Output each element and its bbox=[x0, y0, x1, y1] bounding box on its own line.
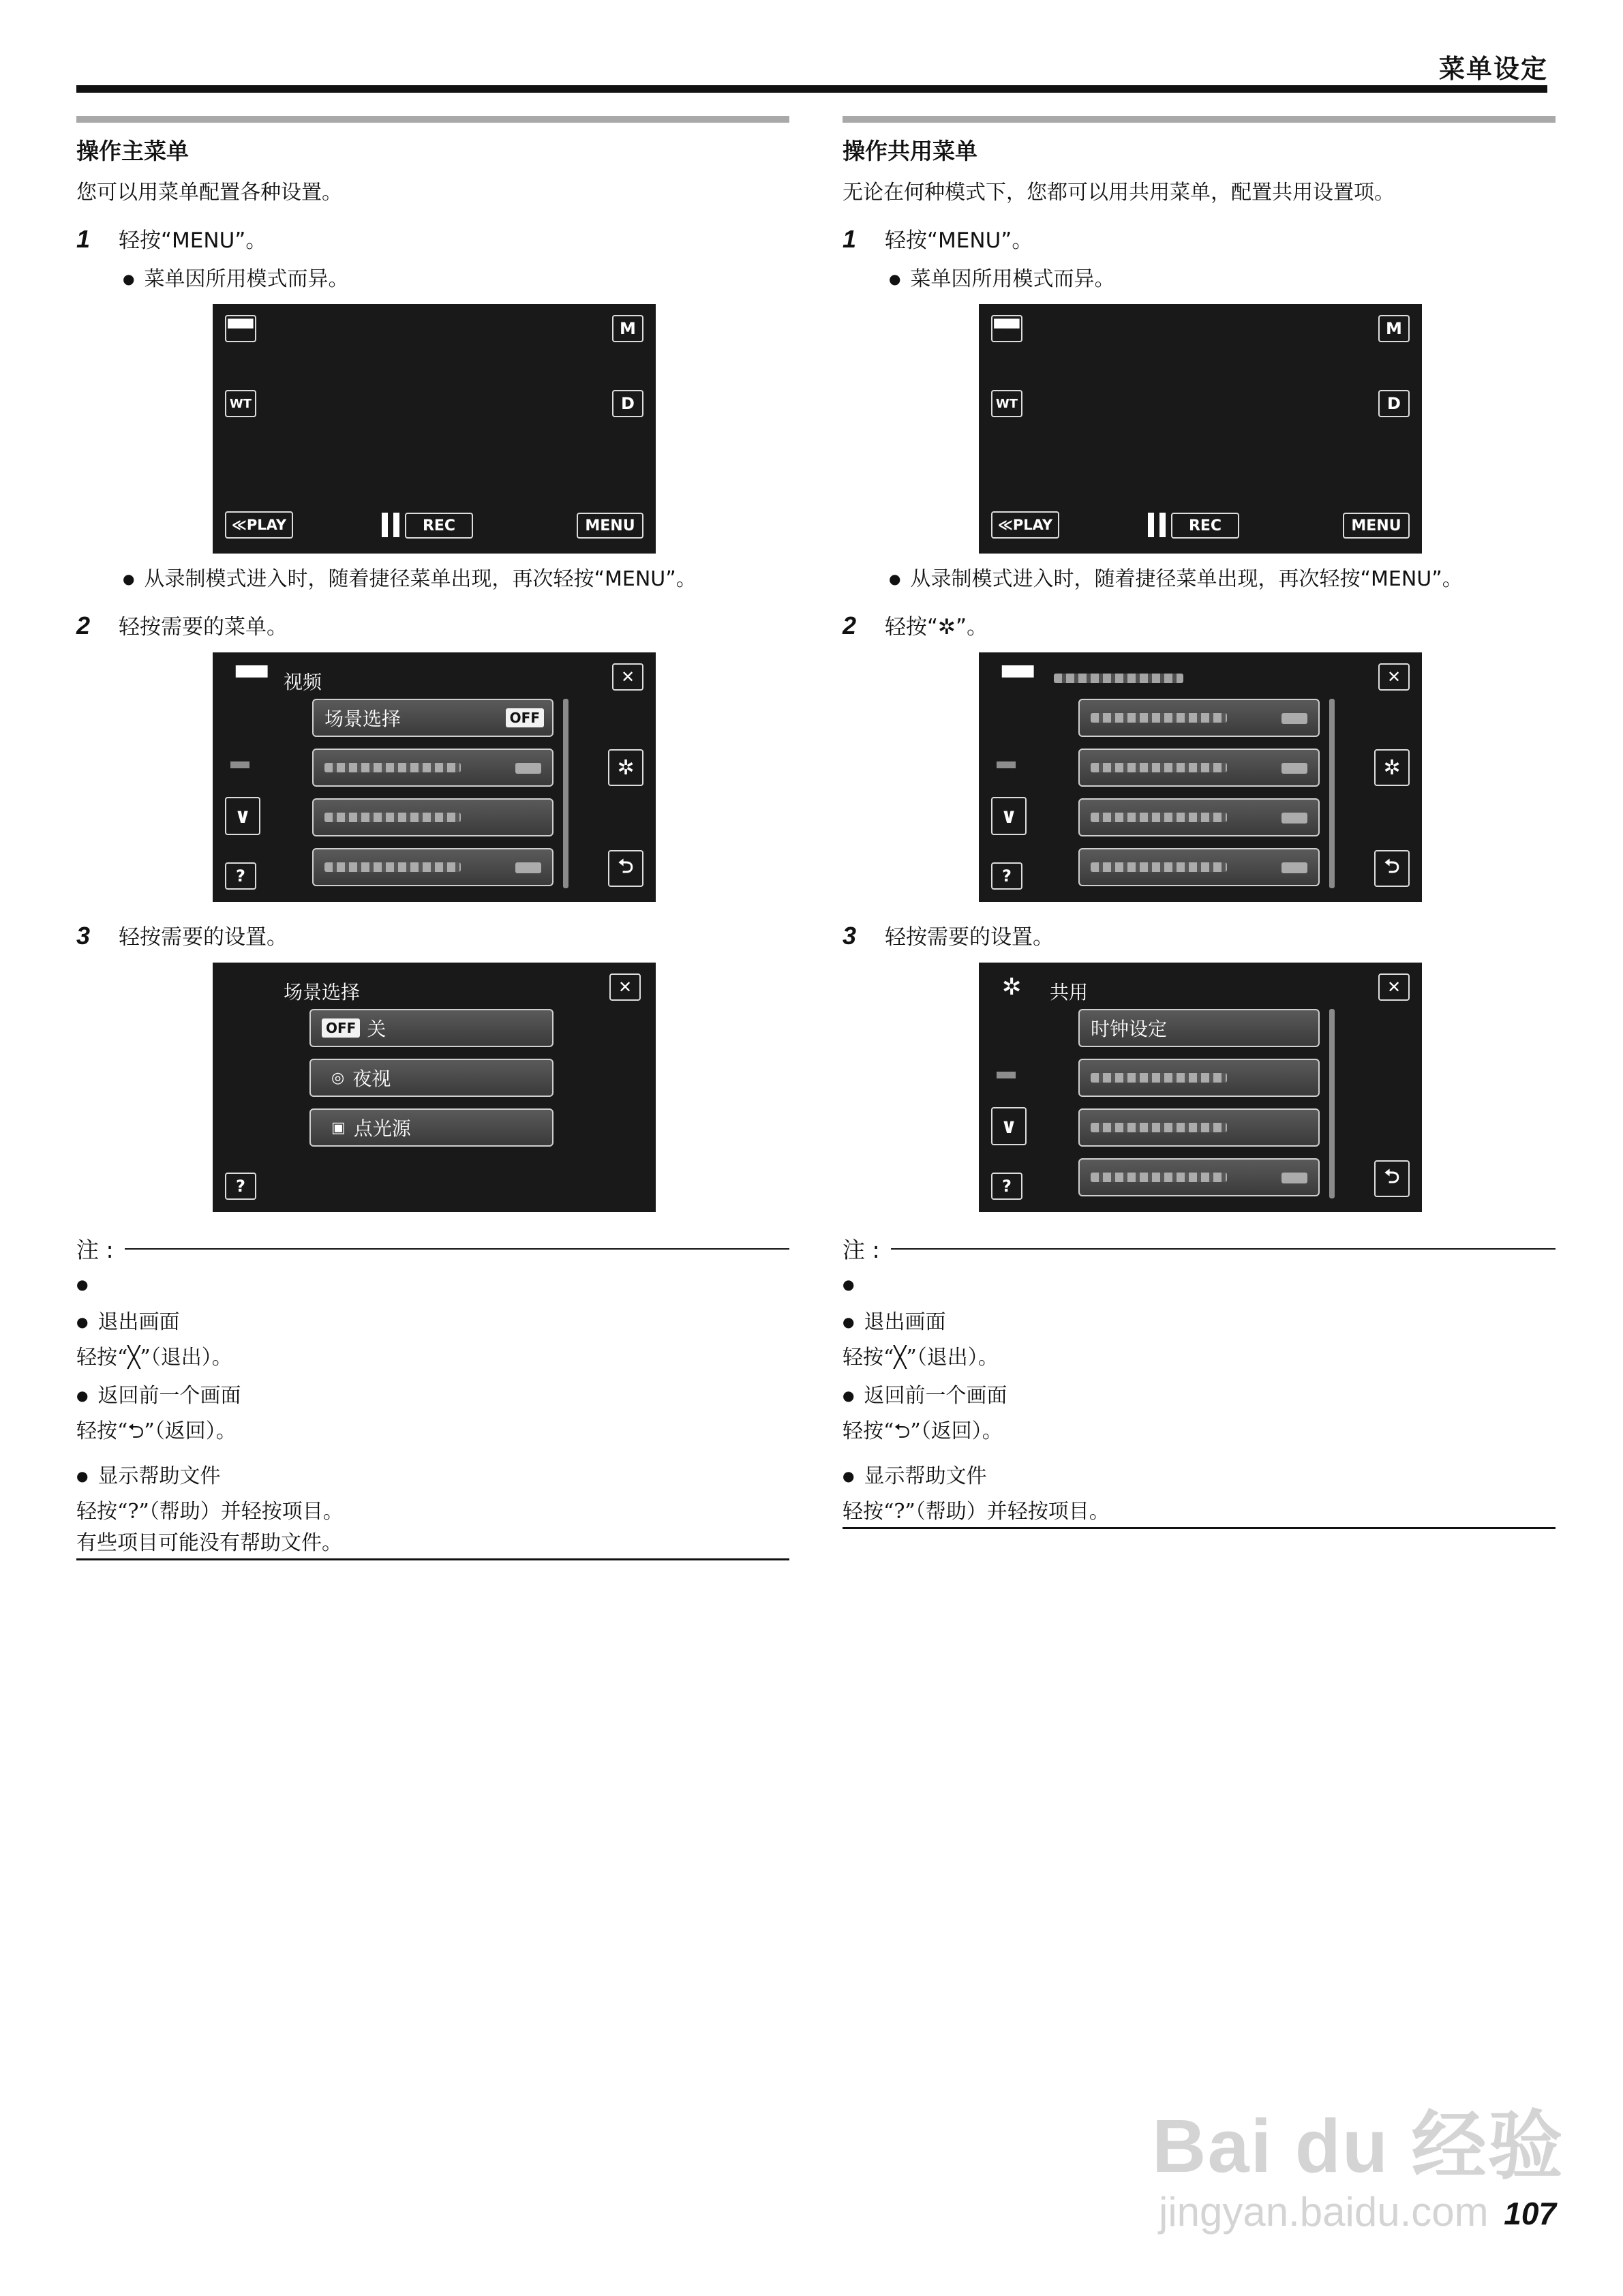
off-badge: OFF bbox=[322, 1018, 360, 1038]
note-empty-bullet bbox=[843, 1273, 1556, 1297]
rec-button[interactable]: REC bbox=[405, 513, 473, 539]
option-label: 点光源 bbox=[353, 1117, 411, 1140]
step-text: 轻按“MENU”。 bbox=[885, 228, 1033, 253]
menu-item[interactable] bbox=[1078, 749, 1320, 787]
note-text: 有些项目可能没有帮助文件。 bbox=[76, 1531, 342, 1555]
step-1 bbox=[76, 223, 789, 254]
blurred-badge bbox=[1281, 713, 1307, 724]
manual-button[interactable]: M bbox=[1378, 315, 1410, 342]
menu-item[interactable] bbox=[312, 798, 553, 836]
section-description: 您可以用菜单配置各种设置。 bbox=[76, 181, 342, 205]
menu-button[interactable]: MENU bbox=[1343, 513, 1410, 539]
scrollbar[interactable] bbox=[1329, 699, 1335, 888]
step-1 bbox=[843, 223, 1556, 254]
menu-item[interactable] bbox=[312, 699, 553, 737]
blurred-label bbox=[324, 763, 461, 772]
note-header bbox=[843, 1233, 1556, 1265]
close-icon[interactable]: ✕ bbox=[1378, 663, 1410, 691]
blurred-label bbox=[324, 862, 461, 872]
right-column bbox=[843, 116, 1556, 1529]
note-header bbox=[76, 1233, 789, 1265]
help-icon[interactable]: ? bbox=[991, 1173, 1022, 1200]
option-item[interactable] bbox=[309, 1009, 553, 1047]
camera-screen bbox=[979, 304, 1422, 554]
note-bullet: ● 返回前一个画面 bbox=[843, 1378, 1556, 1408]
screen-title: 视频 bbox=[284, 671, 322, 693]
back-icon[interactable]: ⮌ bbox=[1374, 1160, 1410, 1197]
pause-icon bbox=[1148, 513, 1166, 537]
step-text: 轻按“MENU”。 bbox=[119, 228, 267, 253]
step-bullet: ● 从录制模式进入时，随着捷径菜单出现，再次轻按“MENU”。 bbox=[889, 562, 1556, 592]
blurred-label bbox=[1091, 763, 1227, 772]
note-bullet: ● 返回前一个画面 bbox=[76, 1378, 789, 1408]
pause-icon bbox=[382, 513, 399, 537]
screen-title: 场景选择 bbox=[284, 981, 361, 1003]
section-bar bbox=[76, 116, 789, 123]
night-mode-icon: ◎ bbox=[331, 1069, 345, 1087]
play-button[interactable]: ≪PLAY bbox=[991, 511, 1059, 539]
menu-item[interactable] bbox=[312, 848, 553, 886]
note-text: 轻按“⮌”（返回）。 bbox=[843, 1419, 1003, 1443]
spotlight-icon: ▣ bbox=[331, 1119, 346, 1136]
step-number: 1 bbox=[76, 225, 91, 253]
close-icon[interactable]: ✕ bbox=[1378, 973, 1410, 1001]
note-rule bbox=[891, 1248, 1556, 1250]
menu-item[interactable] bbox=[1078, 1009, 1320, 1047]
blurred-label bbox=[1091, 862, 1227, 872]
menu-screen bbox=[213, 652, 656, 902]
help-icon[interactable]: ? bbox=[991, 862, 1022, 890]
note-rule bbox=[125, 1248, 789, 1250]
note-text: 轻按“╳”（退出）。 bbox=[843, 1346, 999, 1370]
step-text: 轻按需要的菜单。 bbox=[119, 615, 288, 639]
option-item[interactable] bbox=[309, 1108, 553, 1147]
menu-item-label: 场景选择 bbox=[324, 708, 401, 730]
step-2 bbox=[76, 609, 789, 640]
blurred-badge bbox=[1281, 862, 1307, 873]
page-indicator bbox=[230, 761, 249, 768]
step-number: 2 bbox=[76, 611, 91, 639]
step-number: 1 bbox=[843, 225, 857, 253]
section-title: 操作主菜单 bbox=[76, 138, 189, 164]
menu-item[interactable] bbox=[1078, 1059, 1320, 1097]
help-icon[interactable]: ? bbox=[225, 1173, 256, 1200]
menu-item[interactable] bbox=[1078, 699, 1320, 737]
page-header-title: 菜单设定 bbox=[1438, 54, 1548, 84]
gear-icon[interactable]: ✲ bbox=[1374, 749, 1410, 786]
note-text: 轻按“╳”（退出）。 bbox=[76, 1346, 232, 1370]
camera-screen bbox=[213, 304, 656, 554]
option-label: 夜视 bbox=[352, 1068, 391, 1090]
blurred-badge bbox=[1281, 1173, 1307, 1183]
blurred-badge bbox=[1281, 763, 1307, 774]
back-icon[interactable]: ⮌ bbox=[608, 850, 643, 887]
video-mode-icon[interactable]: ▀▀ bbox=[991, 315, 1022, 342]
zoom-wt-button[interactable]: WT bbox=[991, 390, 1022, 417]
watermark-url: jingyan.baidu.com bbox=[1159, 2189, 1489, 2235]
menu-item[interactable] bbox=[1078, 848, 1320, 886]
step-number: 2 bbox=[843, 611, 857, 639]
page-indicator bbox=[997, 761, 1016, 768]
step-bullet: ● 菜单因所用模式而异。 bbox=[123, 262, 789, 292]
page-indicator bbox=[997, 1072, 1016, 1078]
common-settings-screen bbox=[979, 963, 1422, 1212]
close-icon[interactable]: ✕ bbox=[609, 973, 641, 1001]
video-camera-icon: ▀▀ bbox=[236, 666, 268, 690]
page-number: 107 bbox=[1504, 2196, 1556, 2231]
step-text: 轻按需要的设置。 bbox=[885, 925, 1054, 950]
note-label: 注 : bbox=[843, 1237, 880, 1263]
step-3 bbox=[76, 920, 789, 950]
note-bullet: ● 显示帮助文件 bbox=[843, 1459, 1556, 1489]
step-3 bbox=[843, 920, 1556, 950]
menu-screen bbox=[979, 652, 1422, 902]
video-camera-icon: ▀▀ bbox=[1002, 666, 1034, 690]
option-label: 关 bbox=[367, 1018, 386, 1040]
step-2 bbox=[843, 609, 1556, 640]
menu-item-label: 时钟设定 bbox=[1091, 1018, 1168, 1040]
gear-icon: ✲ bbox=[1002, 973, 1022, 1001]
step-bullet: ● 菜单因所用模式而异。 bbox=[889, 262, 1556, 292]
blurred-label bbox=[1054, 674, 1183, 683]
header-rule bbox=[76, 85, 1547, 93]
display-button[interactable]: D bbox=[612, 390, 643, 417]
scrollbar[interactable] bbox=[1329, 1009, 1335, 1198]
blurred-label bbox=[1091, 1123, 1227, 1132]
manual-button[interactable]: M bbox=[612, 315, 643, 342]
blurred-badge bbox=[515, 763, 541, 774]
step-text: 轻按“✲”。 bbox=[885, 615, 988, 639]
rec-button[interactable]: REC bbox=[1171, 513, 1239, 539]
section-title: 操作共用菜单 bbox=[843, 138, 977, 164]
blurred-label bbox=[324, 813, 461, 822]
settings-screen bbox=[213, 963, 656, 1212]
display-button[interactable]: D bbox=[1378, 390, 1410, 417]
option-item[interactable] bbox=[309, 1059, 553, 1097]
scroll-down-icon[interactable]: ∨ bbox=[225, 797, 260, 835]
step-text: 轻按需要的设置。 bbox=[119, 925, 288, 950]
blurred-label bbox=[1091, 1073, 1227, 1083]
play-button[interactable]: ≪PLAY bbox=[225, 511, 293, 539]
menu-button[interactable]: MENU bbox=[577, 513, 643, 539]
step-bullet: ● 从录制模式进入时，随着捷径菜单出现，再次轻按“MENU”。 bbox=[123, 562, 789, 592]
note-end-rule bbox=[843, 1527, 1556, 1529]
blurred-title bbox=[1054, 673, 1183, 686]
video-mode-icon[interactable]: ▀▀ bbox=[225, 315, 256, 342]
section-description: 无论在何种模式下，您都可以用共用菜单，配置共用设置项。 bbox=[843, 181, 1395, 205]
note-empty-bullet bbox=[76, 1273, 789, 1297]
section-bar bbox=[843, 116, 1556, 123]
note-bullet: ● 退出画面 bbox=[843, 1305, 1556, 1335]
note-text: 轻按“⮌”（返回）。 bbox=[76, 1419, 237, 1443]
left-column bbox=[76, 116, 789, 1560]
gear-icon[interactable]: ✲ bbox=[608, 749, 643, 786]
blurred-label bbox=[1091, 813, 1227, 822]
close-icon[interactable]: ✕ bbox=[612, 663, 643, 691]
zoom-wt-button[interactable]: WT bbox=[225, 390, 256, 417]
blurred-badge bbox=[515, 862, 541, 873]
step-number: 3 bbox=[76, 922, 91, 950]
menu-item[interactable] bbox=[1078, 1158, 1320, 1196]
note-text: 轻按“?”（帮助）并轻按项目。 bbox=[76, 1500, 344, 1524]
note-label: 注 : bbox=[76, 1237, 114, 1263]
screen-title: 共用 bbox=[1050, 981, 1089, 1003]
step-number: 3 bbox=[843, 922, 857, 950]
blurred-label bbox=[1091, 1173, 1227, 1182]
note-text: 轻按“?”（帮助）并轻按项目。 bbox=[843, 1500, 1110, 1524]
scroll-down-icon[interactable]: ∨ bbox=[991, 797, 1027, 835]
blurred-label bbox=[1091, 713, 1227, 723]
scrollbar[interactable] bbox=[563, 699, 568, 888]
off-badge: OFF bbox=[506, 708, 544, 727]
scroll-down-icon[interactable]: ∨ bbox=[991, 1107, 1027, 1145]
blurred-badge bbox=[1281, 813, 1307, 824]
menu-item[interactable] bbox=[312, 749, 553, 787]
help-icon[interactable]: ? bbox=[225, 862, 256, 890]
note-bullet: ● 显示帮助文件 bbox=[76, 1459, 789, 1489]
note-bullet: ● 退出画面 bbox=[76, 1305, 789, 1335]
menu-item[interactable] bbox=[1078, 798, 1320, 836]
back-icon[interactable]: ⮌ bbox=[1374, 850, 1410, 887]
watermark-logo: Bai du 经验 bbox=[1152, 2104, 1564, 2188]
menu-item[interactable] bbox=[1078, 1108, 1320, 1147]
note-end-rule bbox=[76, 1558, 789, 1560]
